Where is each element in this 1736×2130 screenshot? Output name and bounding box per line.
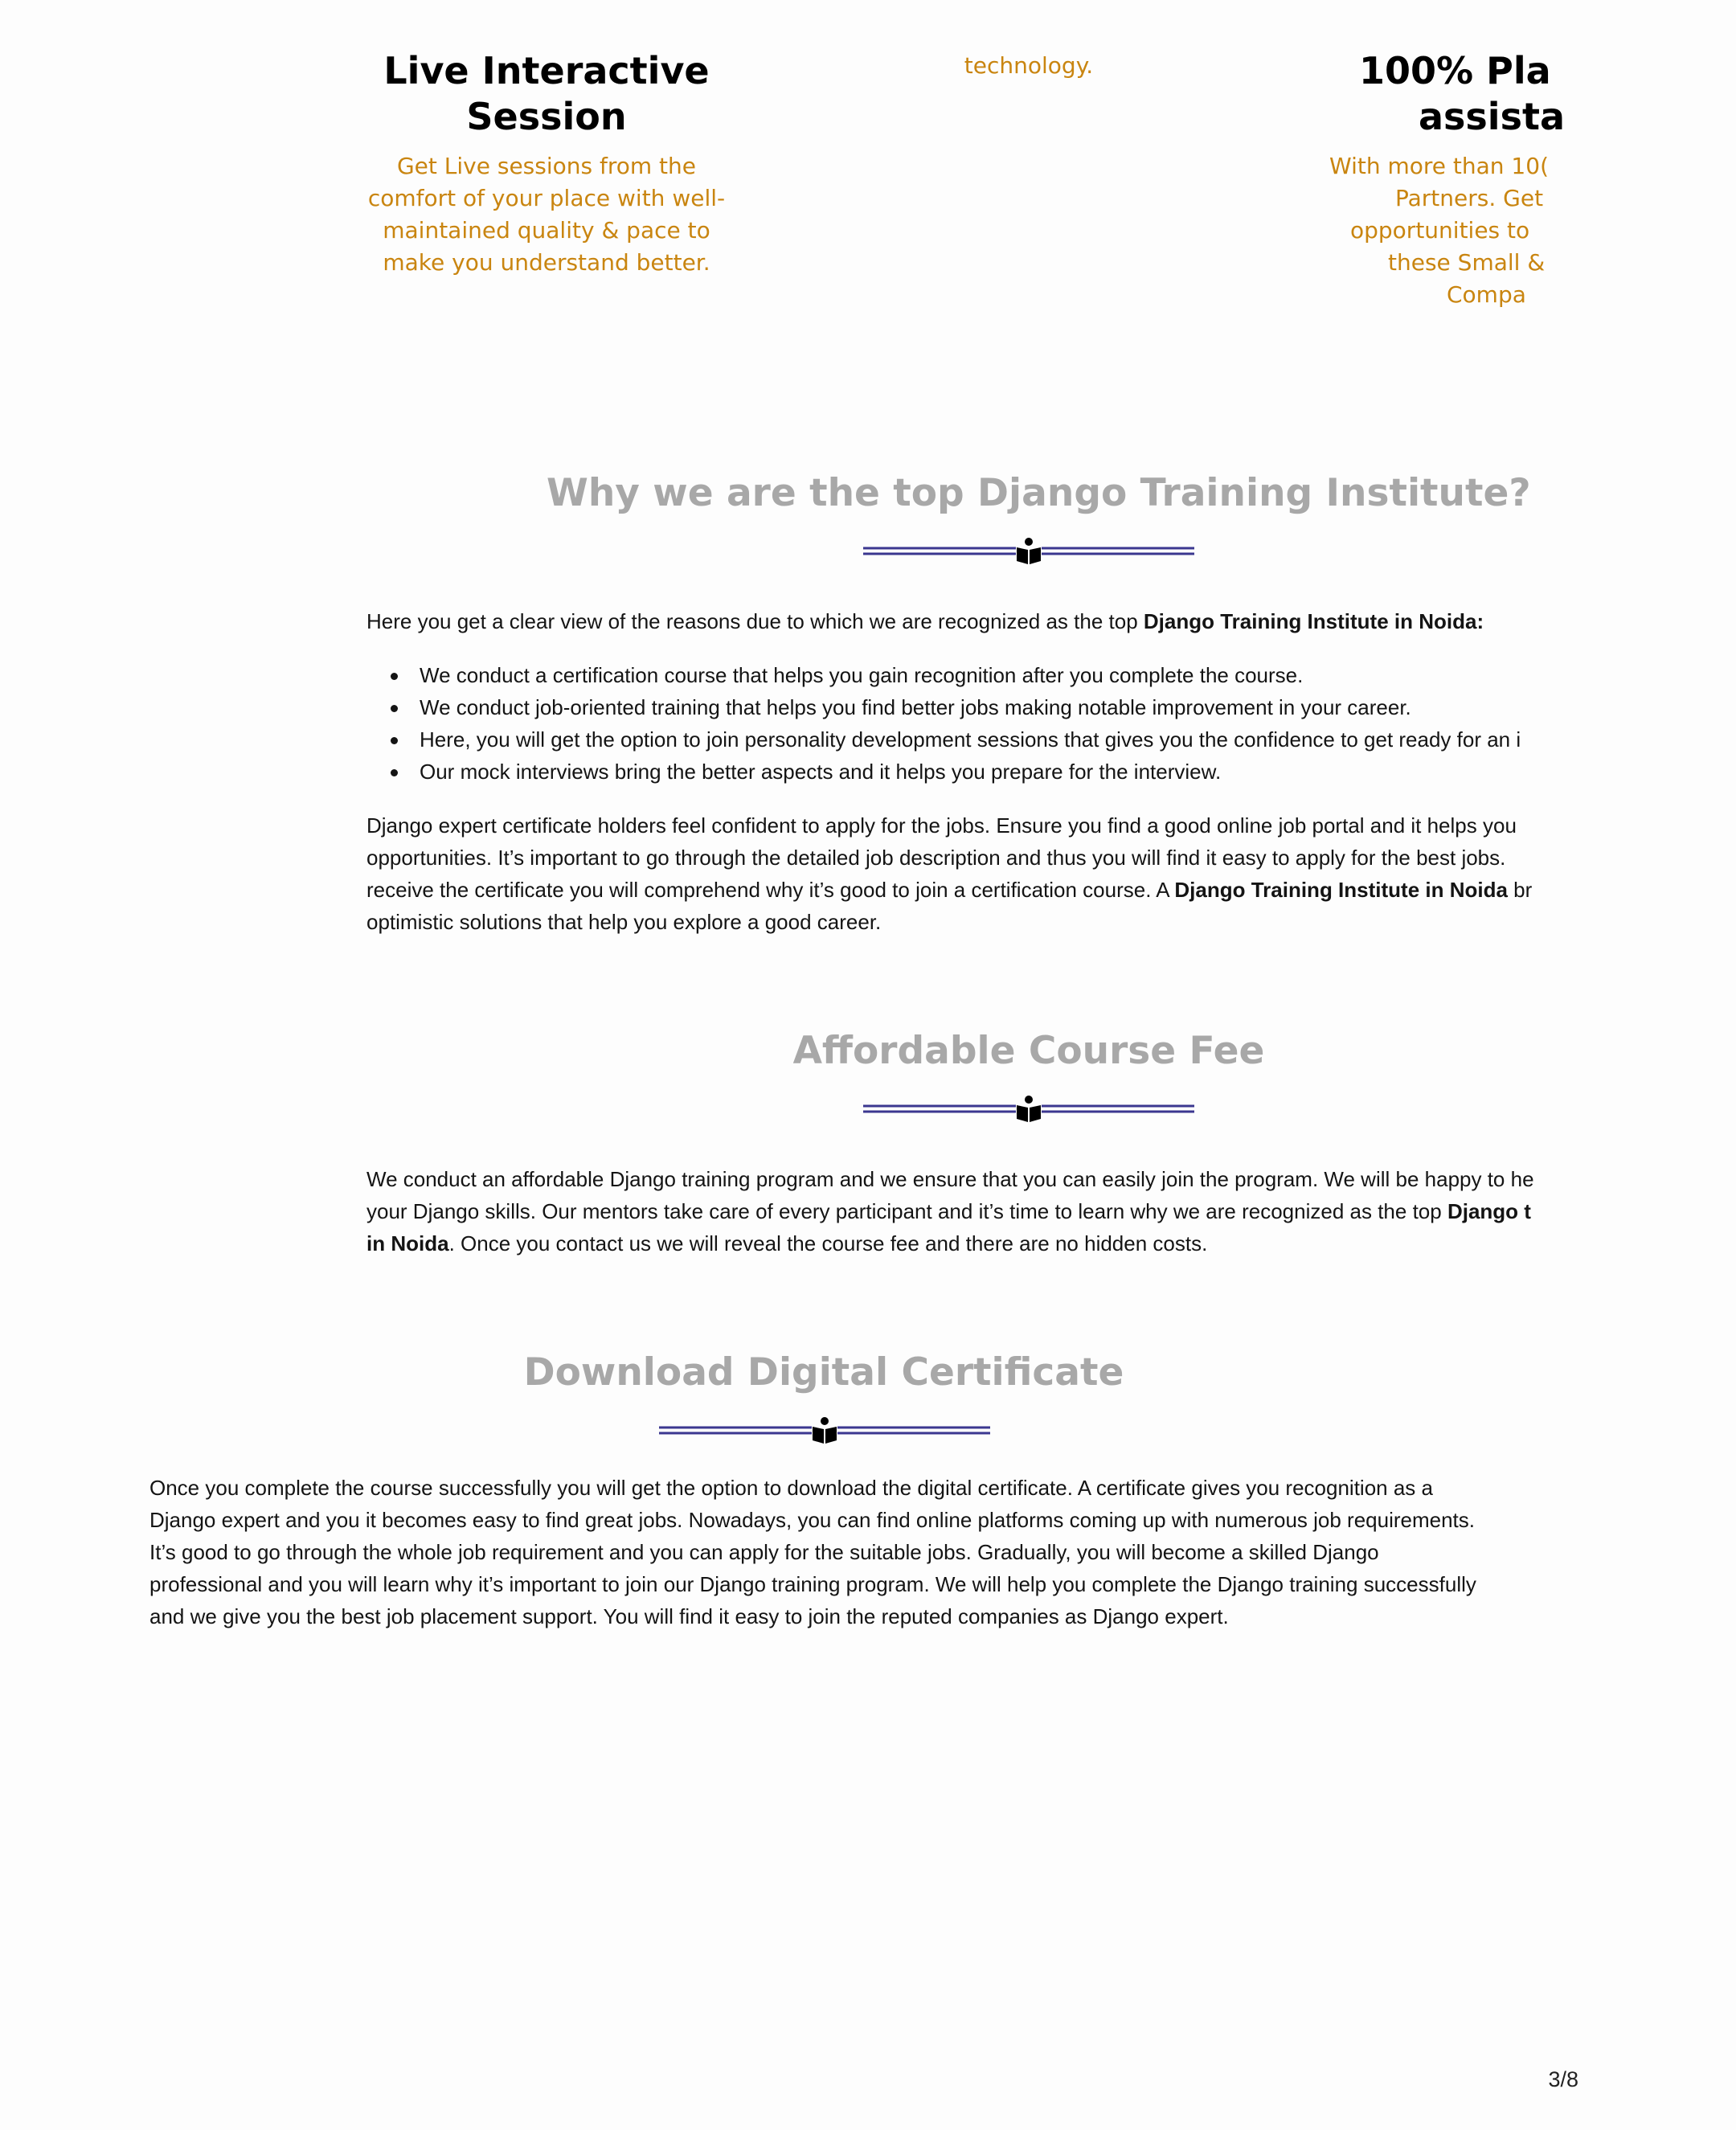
why-para-text: br: [1507, 878, 1533, 902]
feature-text-line: comfort of your place with well-: [367, 185, 726, 211]
feature-title-line: Live Interactive: [383, 49, 710, 92]
fee-para-bold: in Noida: [366, 1231, 449, 1255]
reader-icon: [1017, 1096, 1041, 1122]
feature-text-middle: technology.: [964, 52, 1094, 79]
certificate-para-line: Once you complete the course successfully you will get the option to download the digital certificate. A certificate gives you recognition as a: [149, 1476, 1433, 1500]
section-divider: [863, 1095, 1194, 1124]
feature-card-placement: [1254, 32, 1565, 322]
reader-icon: [813, 1417, 837, 1444]
feature-text-line: Partners. Get: [1395, 185, 1544, 211]
list-item: We conduct job-oriented training that helps you find better jobs making notable improvement in your career.: [366, 691, 1521, 723]
list-item: We conduct a certification course that helps you gain recognition after you complete the course.: [366, 659, 1521, 691]
why-para-line: optimistic solutions that help you explore a good career.: [366, 910, 882, 934]
feature-text-line: these Small &: [1388, 249, 1546, 276]
feature-text-line: With more than 10(: [1329, 153, 1549, 179]
why-section-title: Why we are the top Django Training Institute?: [547, 471, 1531, 515]
feature-text-line: make you understand better.: [383, 249, 710, 276]
why-para-line: opportunities. It’s important to go through the detailed job description and thus you will find it easy to apply for the best jobs.: [366, 846, 1506, 870]
why-para-bold: Django Training Institute in Noida: [1174, 878, 1508, 902]
why-intro-text: Here you get a clear view of the reasons due to which we are recognized as the top: [366, 609, 1144, 633]
fee-paragraph-clip: [366, 1163, 1534, 1263]
fee-section-title: Affordable Course Fee: [792, 1029, 1265, 1073]
fee-para-line: [366, 1195, 1531, 1227]
section-divider: [863, 537, 1194, 566]
feature-title-line: assista: [1419, 95, 1565, 138]
feature-text-line: opportunities to: [1350, 217, 1530, 244]
feature-text-line: Compa: [1447, 281, 1526, 308]
feature-text-live-session: [346, 150, 747, 279]
certificate-para-line: Django expert and you it becomes easy to find great jobs. Nowadays, you can find online platforms coming up with numerous job requirements.: [149, 1508, 1476, 1532]
why-para-line: Django expert certificate holders feel confident to apply for the jobs. Ensure you find a good online job portal and it helps you: [366, 813, 1517, 838]
certificate-section-title: Download Digital Certificate: [523, 1350, 1124, 1395]
feature-text-line: maintained quality & pace to: [383, 217, 710, 244]
fee-para-line: We conduct an affordable Django training program and we ensure that you can easily join the program. We will be happy to he: [366, 1167, 1534, 1191]
why-intro-bold: Django Training Institute in Noida:: [1143, 609, 1484, 633]
fee-para-text: . Once you contact us we will reveal the course fee and there are no hidden costs.: [448, 1231, 1208, 1255]
fee-para-line: [366, 1227, 1207, 1260]
feature-text-line: Get Live sessions from the: [396, 153, 697, 179]
why-intro: [366, 605, 1484, 637]
certificate-para-line: and we give you the best job placement support. You will find it easy to join the reputed companies as Django expert.: [149, 1604, 1229, 1628]
fee-para-bold: Django t: [1447, 1199, 1531, 1223]
certificate-para-line: professional and you will learn why it’s important to join our Django training program. We will help you complete the Django training successfully: [149, 1572, 1476, 1596]
feature-title-line: Session: [466, 95, 627, 138]
section-divider: [659, 1416, 990, 1445]
why-bullet-list: [366, 659, 1521, 788]
why-para-line: [366, 874, 1532, 906]
feature-title-placement: [1254, 48, 1656, 140]
feature-text-placement: [1254, 150, 1736, 311]
why-para-text: receive the certificate you will comprehend why it’s good to join a certification course. A: [366, 878, 1175, 902]
page-number: 3/8: [1548, 2067, 1578, 2091]
feature-title-live-session: [346, 48, 747, 140]
fee-para-text: your Django skills. Our mentors take care of every participant and it’s time to learn why we are recognized as the top: [366, 1199, 1447, 1223]
why-paragraph-clip: [366, 809, 1533, 941]
feature-title-line: 100% Pla: [1359, 49, 1551, 92]
reader-icon: [1017, 538, 1041, 564]
list-item: Our mock interviews bring the better aspects and it helps you prepare for the interview.: [366, 756, 1521, 788]
certificate-para-line: It’s good to go through the whole job requirement and you can apply for the suitable jobs. Gradually, you will become a skilled Django: [149, 1540, 1379, 1564]
list-item: Here, you will get the option to join personality development sessions that gives you the confidence to get ready for an i: [366, 723, 1521, 756]
why-bullets-clip: [366, 659, 1529, 791]
